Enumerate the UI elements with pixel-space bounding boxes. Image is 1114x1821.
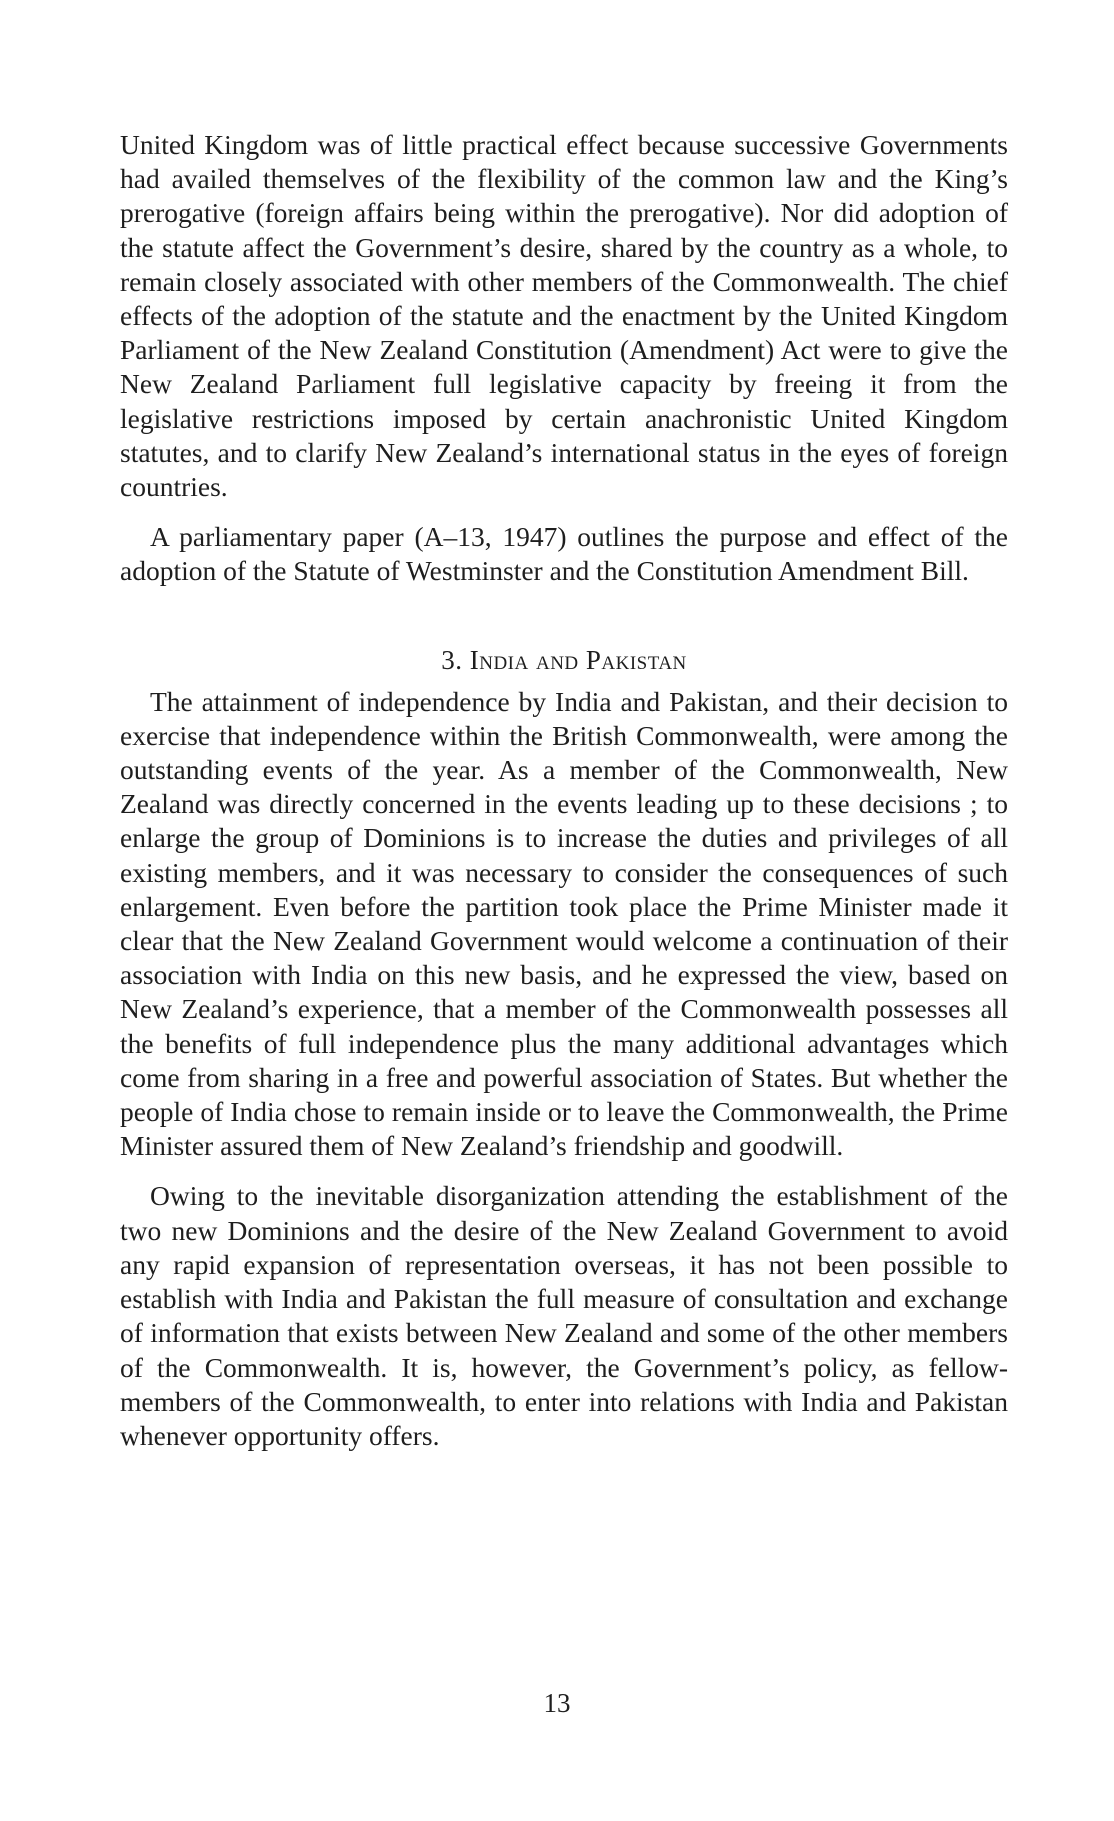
section-title: India and Pakistan (469, 644, 687, 675)
paragraph-parliamentary-paper: A parliamentary paper (A–13, 1947) outlines the purpose and effect of the adoption of the Statute of Westminster and the Constitution Amendment Bill. (120, 521, 1008, 587)
page-number: 13 (543, 1688, 571, 1718)
paragraph-gap (120, 1163, 1008, 1179)
paragraph-gap (120, 504, 1008, 520)
section-number: 3. (441, 644, 463, 675)
page-body (120, 128, 1008, 1453)
section-heading (120, 643, 1008, 677)
paragraph-independence: The attainment of independence by India and Pakistan, and their decision to exercise that independence within the British Commonwealth, were among the outstanding events of the year. As a member of the Commonwealth, New Zealand was directly concerned in the events leading up to these decisions ; to enlarge the group of Dominions is to increase the duties and privileges of all existing members, and it was necessary to consider the consequences of such enlargement. Even before the partition took place the Prime Minister made it clear that the New Zealand Government would welcome a continuation of their association with India on this new basis, and he expressed the view, based on New Zealand’s experience, that a member of the Commonwealth possesses all the benefits of full independence plus the many additional advantages which come from sharing in a free and powerful association of States. But whether the people of India chose to remain inside or to leave the Commonwealth, the Prime Minister assured them of New Zealand’s friendship and goodwill. (120, 685, 1008, 1162)
paragraph-relations: Owing to the inevitable disorganization attending the establishment of the two new Dominions and the desire of the New Zealand Government to avoid any rapid expansion of representation overseas, it has not been possible to establish with India and Pakistan the full measure of consultation and exchange of information that exists between New Zealand and some of the other members of the Commonwealth. It is, however, the Government’s policy, as fellow-members of the Commonwealth, to enter into relations with India and Pakistan whenever opportunity offers. (120, 1180, 1008, 1451)
paragraph-continuation: United Kingdom was of little practical effect because successive Governments had availed themselves of the flexibility of the common law and the King’s prerogative (foreign affairs being within the prerogative). Nor did adoption of the statute affect the Government’s desire, shared by the country as a whole, to remain closely associated with other members of the Commonwealth. The chief effects of the adoption of the statute and the enactment by the United Kingdom Parliament of the New Zealand Constitution (Amendment) Act were to give the New Zealand Parliament full legislative capacity by freeing it from the legislative restrictions imposed by certain anachronistic United Kingdom statutes, and to clarify New Zealand’s international status in the eyes of foreign countries. (120, 129, 1008, 503)
